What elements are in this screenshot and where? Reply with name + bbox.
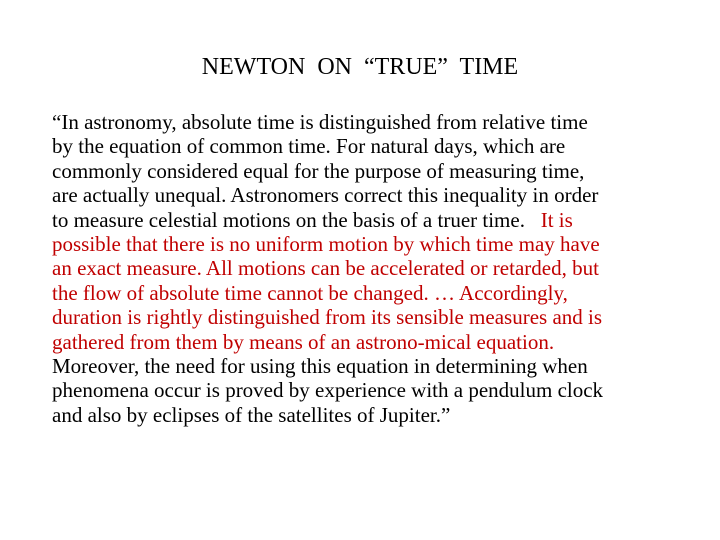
quote-line-8: the flow of absolute time cannot be changed. … Accordingly, [52,280,568,305]
quote-line-12: phenomena occur is proved by experience with a pendulum clock [52,378,604,403]
quote-line-5 [52,208,692,232]
quote-line-5-red: It is [524,207,573,232]
quote-line-10: gathered from them by means of an astrono-mical equation. [52,329,555,354]
quote-line-11: Moreover, the need for using this equation in determining when [52,354,588,379]
quote-line-9: duration is rightly distinguished from its sensible measures and is [52,305,603,330]
quote-line-2: by the equation of common time. For natural days, which are [52,134,566,159]
newton-quote [52,110,692,427]
quote-line-4: are actually unequal. Astronomers correct this inequality in order [52,183,599,208]
quote-line-6: possible that there is no uniform motion by which time may have [52,232,600,257]
quote-line-3: commonly considered equal for the purpose of measuring time, [52,158,585,183]
quote-line-1: “In astronomy, absolute time is distinguished from relative time [52,110,588,134]
quote-line-5-black: to measure celestial motions on the basis of a truer time. [52,207,525,232]
quote-line-13: and also by eclipses of the satellites of Jupiter.” [52,402,451,427]
slide-title: NEWTON ON “TRUE” TIME [201,54,519,80]
quote-line-7: an exact measure. All motions can be accelerated or retarded, but [52,256,599,281]
